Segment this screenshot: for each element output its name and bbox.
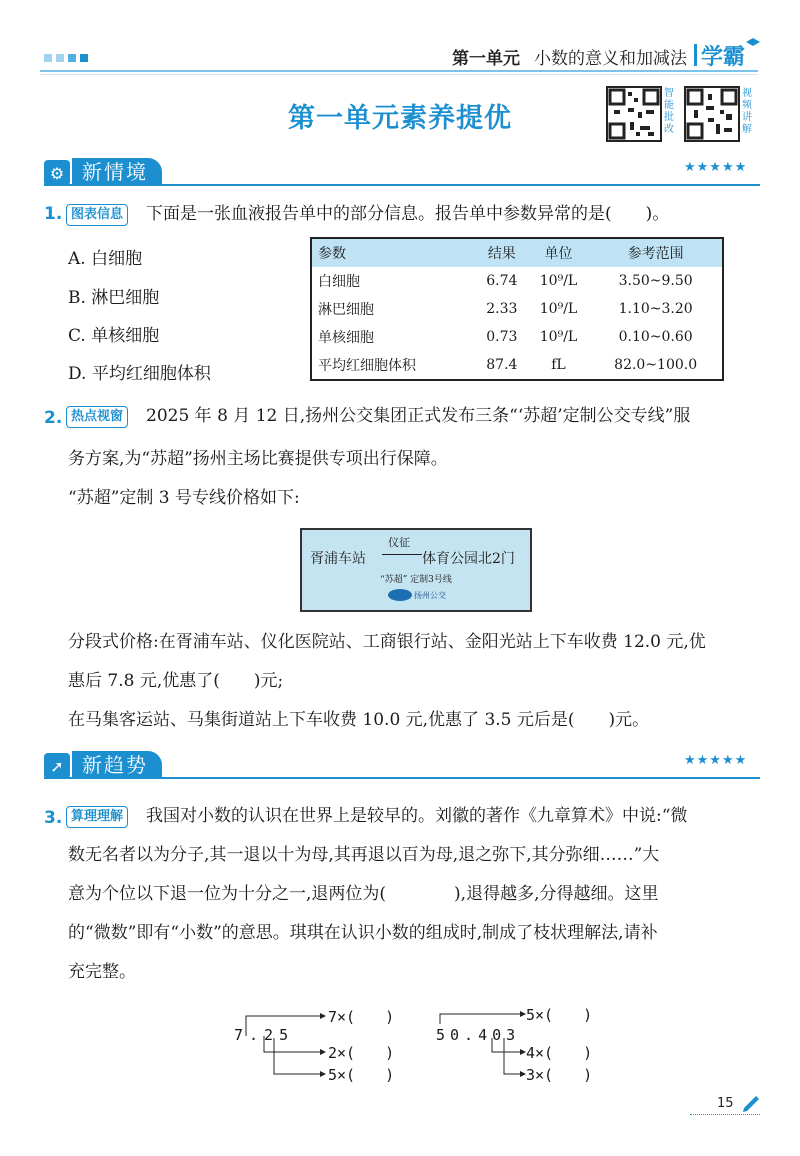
table-cell: 10⁹/L <box>539 301 578 317</box>
table-row <box>312 295 722 323</box>
section-rule <box>44 777 760 779</box>
question-number: 1. <box>44 204 63 224</box>
footer-rule <box>690 1114 760 1116</box>
table-header: 结果 <box>476 239 528 267</box>
table-cell: 平均红细胞体积 <box>318 358 416 374</box>
blood-report-table <box>310 237 724 381</box>
pencil-icon <box>740 1092 762 1112</box>
header-topic: 小数的意义和加减法 <box>534 49 687 69</box>
table-row <box>312 267 722 295</box>
table-cell: 82.0~100.0 <box>614 357 698 373</box>
question-tag: 图表信息 <box>66 204 128 226</box>
page-number: 15 <box>717 1096 734 1111</box>
qr-code-video[interactable] <box>684 86 740 142</box>
table-cell: 10⁹/L <box>539 273 578 289</box>
brand-logo: 学霸 <box>701 45 746 70</box>
table-cell: 0.73 <box>486 329 518 345</box>
option-c[interactable]: C. 单核细胞 <box>68 326 160 346</box>
gear-icon: ⚙ <box>44 160 70 186</box>
branch-blank[interactable]: 5×( ) <box>526 1006 593 1024</box>
header-divider <box>694 44 697 66</box>
header-rule-thin <box>40 74 758 75</box>
bus-route-sign <box>300 528 532 612</box>
route-origin: 胥浦车站 <box>310 551 366 567</box>
question-text-line: 务方案,为“苏超”扬州主场比赛提供专项出行保障。 <box>68 449 448 469</box>
qr-code-grading[interactable] <box>606 86 662 142</box>
decimal-number: 50.403 <box>436 1026 521 1044</box>
route-via: 仪征 <box>388 536 410 549</box>
route-destination: 体育公园北2门 <box>422 551 515 567</box>
option-d[interactable]: D. 平均红细胞体积 <box>68 364 211 384</box>
table-cell: 87.4 <box>486 357 518 373</box>
route-line <box>382 554 422 555</box>
table-header: 参考范围 <box>589 239 722 267</box>
question-text-line: 2025 年 8 月 12 日,扬州公交集团正式发布三条“‘苏超’定制公交专线”服 <box>146 406 691 426</box>
question-text-line: 我国对小数的认识在世界上是较早的。刘徽的著作《九章算术》中说:“微 <box>146 806 688 826</box>
difficulty-stars: ★★★★★ <box>684 160 748 175</box>
route-subtitle: “苏超” 定制3号线 <box>380 575 452 585</box>
table-cell: 白细胞 <box>318 274 360 290</box>
question-text-line: 的“微数”即有“小数”的意思。琪琪在认识小数的组成时,制成了枝状理解法,请补 <box>68 923 658 943</box>
question-number: 2. <box>44 408 63 428</box>
section-rule <box>44 184 760 186</box>
branch-blank[interactable]: 3×( ) <box>526 1066 593 1084</box>
question-tag: 热点视窗 <box>66 406 128 428</box>
question-text: 下面是一张血液报告单中的部分信息。报告单中参数异常的是( )。 <box>146 204 670 224</box>
header-rule <box>40 70 758 72</box>
question-text-line: 数无名者以为分子,其一退以十为母,其再退以百为母,退之弥下,其分弥细……”大 <box>68 845 660 865</box>
difficulty-stars: ★★★★★ <box>684 753 748 768</box>
branch-blank[interactable]: 4×( ) <box>526 1044 593 1062</box>
section-title-new-context: 新情境 <box>72 158 162 186</box>
question-text-line: 充完整。 <box>68 962 136 982</box>
header-unit: 第一单元 <box>452 49 520 69</box>
header-decor <box>44 54 88 62</box>
branch-blank[interactable]: 5×( ) <box>328 1066 395 1084</box>
logo-text: 扬州公交 <box>414 591 446 600</box>
qr-label-grading: 智能批改 <box>664 88 674 135</box>
question-text-line: “苏超”定制 3 号专线价格如下: <box>68 488 300 508</box>
arrow-icon: ➚ <box>44 753 70 779</box>
question-text-line: 惠后 7.8 元,优惠了( )元; <box>68 671 284 691</box>
table-cell: 2.33 <box>486 301 518 317</box>
table-cell: 3.50~9.50 <box>618 273 693 289</box>
page-title: 第一单元素养提优 <box>288 103 512 134</box>
table-header: 单位 <box>528 239 590 267</box>
question-number: 3. <box>44 808 63 828</box>
table-cell: 淋巴细胞 <box>318 302 374 318</box>
option-b[interactable]: B. 淋巴细胞 <box>68 288 160 308</box>
qr-label-video: 视频讲解 <box>742 88 752 135</box>
graduation-cap-icon <box>746 38 760 48</box>
option-a[interactable]: A. 白细胞 <box>68 249 143 269</box>
section-title-new-trend: 新趋势 <box>72 751 162 779</box>
question-text-line: 在马集客运站、马集街道站上下车收费 10.0 元,优惠了 3.5 元后是( )元。 <box>68 710 650 730</box>
table-row <box>312 351 722 379</box>
table-cell: 6.74 <box>486 273 518 289</box>
table-cell: 1.10~3.20 <box>618 301 693 317</box>
question-text-line: 分段式价格:在胥浦车站、仪化医院站、工商银行站、金阳光站上下车收费 12.0 元,优 <box>68 632 706 652</box>
table-header: 参数 <box>312 239 476 267</box>
branch-blank[interactable]: 2×( ) <box>328 1044 395 1062</box>
table-cell: 0.10~0.60 <box>618 329 693 345</box>
question-text-line: 意为个位以下退一位为十分之一,退两位为( ),退得越多,分得越细。这里 <box>68 884 659 904</box>
decimal-number: 7.25 <box>234 1026 295 1044</box>
branch-blank[interactable]: 7×( ) <box>328 1008 395 1026</box>
bus-company-logo <box>386 586 446 604</box>
table-row <box>312 323 722 351</box>
table-cell: 10⁹/L <box>539 329 578 345</box>
table-cell: fL <box>551 357 566 373</box>
question-tag: 算理理解 <box>66 806 128 828</box>
table-cell: 单核细胞 <box>318 330 374 346</box>
